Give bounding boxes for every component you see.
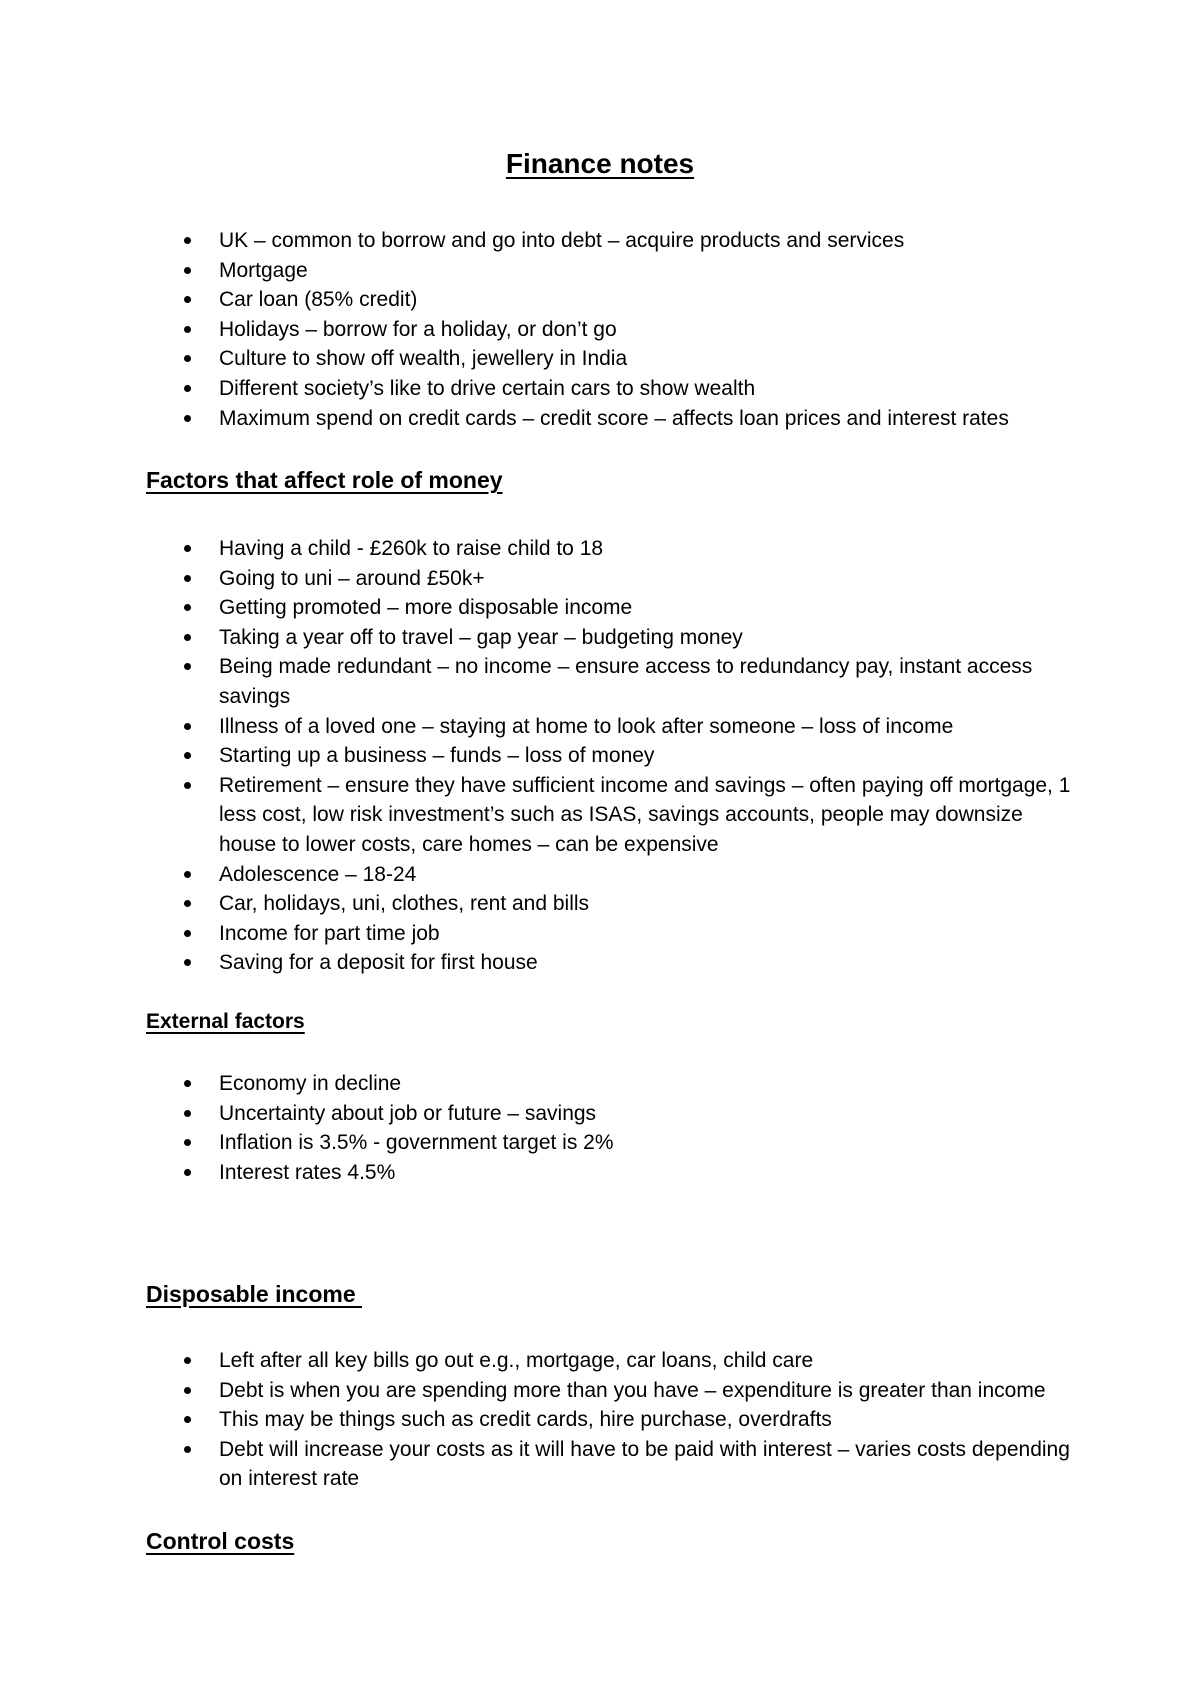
list-item: UK – common to borrow and go into debt – acquire products and services xyxy=(146,226,1076,256)
list-item: Left after all key bills go out e.g., mortgage, car loans, child care xyxy=(146,1346,1076,1376)
section-heading-control: Control costs xyxy=(146,1528,295,1554)
section-heading-disposable: Disposable income xyxy=(146,1281,363,1307)
list-item: Going to uni – around £50k+ xyxy=(146,564,1076,594)
list-item: Saving for a deposit for first house xyxy=(146,948,1076,978)
list-item: Debt is when you are spending more than you have – expenditure is greater than income xyxy=(146,1376,1076,1406)
section-heading-factors: Factors that affect role of money xyxy=(146,467,503,493)
list-item: Holidays – borrow for a holiday, or don’t go xyxy=(146,315,1076,345)
factors-list xyxy=(146,534,1076,978)
list-item: Inflation is 3.5% - government target is 2% xyxy=(146,1128,1076,1158)
list-item: Culture to show off wealth, jewellery in India xyxy=(146,344,1076,374)
list-item: Adolescence – 18-24 xyxy=(146,860,1076,890)
section-heading-external: External factors xyxy=(146,1010,305,1033)
list-item: Debt will increase your costs as it will have to be paid with interest – varies costs depending on interest rate xyxy=(146,1435,1076,1494)
page-title: Finance notes xyxy=(505,148,695,179)
external-list xyxy=(146,1069,1076,1187)
disposable-list xyxy=(146,1346,1076,1494)
list-item: Taking a year off to travel – gap year – budgeting money xyxy=(146,623,1076,653)
list-item: Car, holidays, uni, clothes, rent and bills xyxy=(146,889,1076,919)
list-item: Being made redundant – no income – ensure access to redundancy pay, instant access savings xyxy=(146,652,1076,711)
list-item: Uncertainty about job or future – savings xyxy=(146,1099,1076,1129)
list-item: Illness of a loved one – staying at home to look after someone – loss of income xyxy=(146,712,1076,742)
list-item: Income for part time job xyxy=(146,919,1076,949)
list-item: Different society’s like to drive certain cars to show wealth xyxy=(146,374,1076,404)
list-item: Economy in decline xyxy=(146,1069,1076,1099)
list-item: Interest rates 4.5% xyxy=(146,1158,1076,1188)
list-item: Car loan (85% credit) xyxy=(146,285,1076,315)
intro-list xyxy=(146,226,1076,433)
list-item: Maximum spend on credit cards – credit score – affects loan prices and interest rates xyxy=(146,404,1076,434)
list-item: Mortgage xyxy=(146,256,1076,286)
list-item: Having a child - £260k to raise child to 18 xyxy=(146,534,1076,564)
list-item: Starting up a business – funds – loss of money xyxy=(146,741,1076,771)
list-item: Getting promoted – more disposable income xyxy=(146,593,1076,623)
list-item: This may be things such as credit cards, hire purchase, overdrafts xyxy=(146,1405,1076,1435)
list-item: Retirement – ensure they have sufficient income and savings – often paying off mortgage, 1 less cost, low risk investment’s such as ISAS, savings accounts, people may downsize house to lower costs, care homes – can be expensive xyxy=(146,771,1076,860)
